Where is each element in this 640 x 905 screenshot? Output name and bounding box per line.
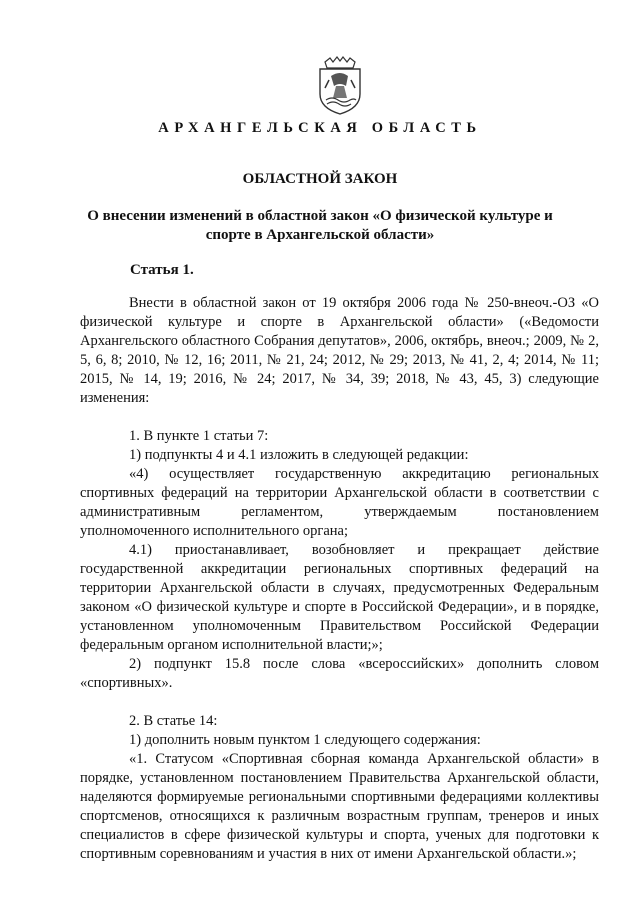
paragraph: Внести в областной закон от 19 октября 2006 года № 250-внеоч.-ОЗ «О физической культуре и спорте в Архангельской области» («Ведомости Архангельского областного Собрания депутатов», 2006, октябрь, внеоч.; 2009, № 2, 5, 6, 8; 2010, № 12, 16; 2011, № 21, 24; 2012, № 29; 2013, № 41, 2, 4; 2014, № 11; 2015, № 14, 19; 2016, № 24; 2017, № 34, 39; 2018, № 43, 45, 3) следующие изменения: bbox=[80, 295, 599, 406]
paragraph: 1. В пункте 1 статьи 7: bbox=[129, 428, 269, 444]
region-name: АРХАНГЕЛЬСКАЯ ОБЛАСТЬ bbox=[158, 120, 482, 136]
article-body bbox=[80, 294, 599, 864]
paragraph: 4.1) приостанавливает, возобновляет и прекращает действие государственной аккредитации региональных спортивных федераций на территории Архангельской области в случаях, предусмотренных Федеральным законом «О физической культуре и спорте в Российской Федерации», и в порядке, установленном уполномоченным Правительством Российской Федерации федеральным органом исполнительной власти;»; bbox=[80, 542, 599, 653]
law-title: О внесении изменений в областной закон «О физической культуре и спорте в Архангельской области» bbox=[87, 208, 553, 243]
paragraph: «1. Статусом «Спортивная сборная команда Архангельской области» в порядке, установленном постановлением Правительства Архангельской области, наделяются формируемые региональными спортивными федерациями коллективы спортсменов, относящихся к различным возрастным группам, тренеров и иных специалистов в сфере физической культуры и спорта, ученых для подготовки к спортивным соревнованиям и участия в них от имени Архангельской области.»; bbox=[80, 751, 599, 862]
paragraph: 1) дополнить новым пунктом 1 следующего содержания: bbox=[129, 732, 481, 748]
paragraph: «4) осуществляет государственную аккредитацию региональных спортивных федераций на территории Архангельской области в соответствии с административным регламентом, утверждаемым постановлением уполномоченного исполнительного органа; bbox=[80, 466, 599, 539]
article-heading: Статья 1. bbox=[130, 262, 194, 278]
paragraph: 2) подпункт 15.8 после слова «всероссийских» дополнить словом «спортивных». bbox=[80, 656, 599, 691]
paragraph: 2. В статье 14: bbox=[129, 713, 218, 729]
coat-of-arms-icon bbox=[316, 56, 364, 116]
paragraph: 1) подпункты 4 и 4.1 изложить в следующей редакции: bbox=[129, 447, 469, 463]
law-type-heading: ОБЛАСТНОЙ ЗАКОН bbox=[242, 171, 398, 187]
